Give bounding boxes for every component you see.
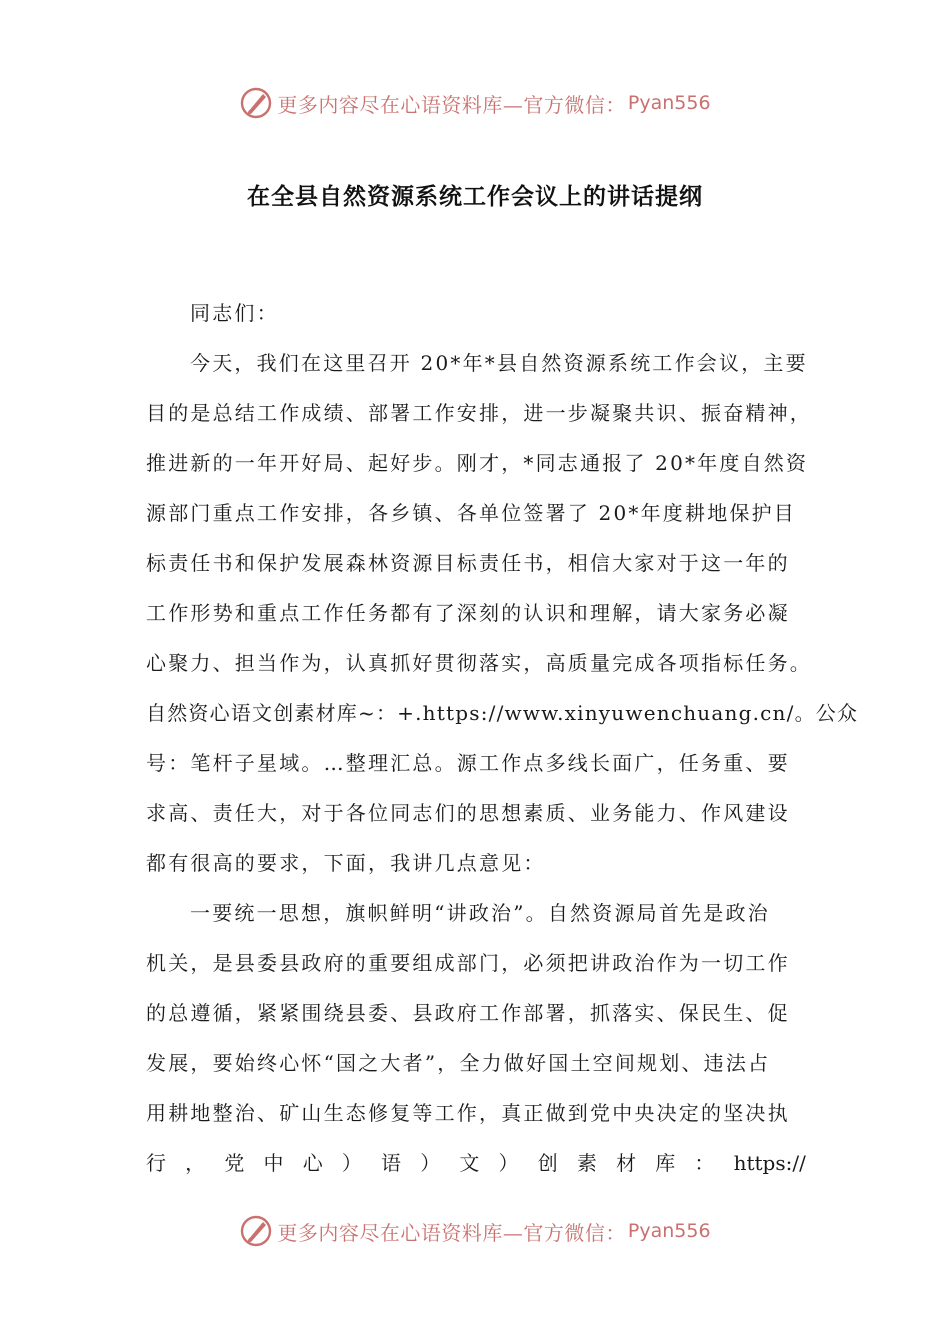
footer-watermark-banner (0, 1211, 950, 1251)
paragraph-line: 心聚力、担当作为，认真抓好贯彻落实，高质量完成各项指标任务。 (146, 651, 812, 675)
header-watermark-banner (0, 83, 950, 123)
paragraph-last-line (146, 1148, 806, 1178)
paragraph-line: 推进新的一年开好局、起好步。刚才，*同志通报了 20*年度自然资 (146, 451, 809, 475)
paragraph-line: 发展，要始终心怀“国之大者”，全力做好国土空间规划、违法占 (146, 1051, 771, 1075)
paragraph-line: 用耕地整治、矿山生态修复等工作，真正做到党中央决定的坚决执 (146, 1101, 790, 1125)
line-segment: ） (341, 1151, 362, 1175)
salutation: 同志们： (190, 301, 279, 325)
pen-logo-icon (239, 86, 273, 120)
line-segment: https:// (733, 1151, 806, 1175)
line-segment: 创 (537, 1151, 558, 1175)
line-segment: 心 (302, 1151, 323, 1175)
document-title: 在全县自然资源系统工作会议上的讲话提纲 (247, 184, 703, 210)
banner-wechat-id: Pyan556 (627, 1220, 711, 1242)
line-segment: 库 (655, 1151, 676, 1175)
line-segment: 党 (224, 1151, 245, 1175)
pen-logo-icon (239, 1214, 273, 1248)
banner-text: 更多内容尽在心语资料库—官方微信： (277, 92, 626, 117)
line-segment: 语 (381, 1151, 402, 1175)
line-segment: 行 (146, 1151, 166, 1175)
paragraph-line: 工作形势和重点工作任务都有了深刻的认识和理解，请大家务必凝 (146, 601, 790, 625)
paragraph-line: 标责任书和保护发展森林资源目标责任书，相信大家对于这一年的 (146, 551, 790, 575)
line-segment: 素 (576, 1151, 597, 1175)
line-segment: ） (498, 1151, 519, 1175)
paragraph-line: 自然资心语文创素材库~：+.https://www.xinyuwenchuang.cn/。公众 (146, 701, 859, 725)
paragraph-line: 今天，我们在这里召开 20*年*县自然资源系统工作会议，主要 (190, 351, 808, 375)
paragraph-line: 一要统一思想，旗帜鲜明“讲政治”。自然资源局首先是政治 (190, 901, 770, 925)
line-segment: 材 (616, 1151, 637, 1175)
paragraph-line: 源部门重点工作安排，各乡镇、各单位签署了 20*年度耕地保护目 (146, 501, 797, 525)
paragraph-line: 目的是总结工作成绩、部署工作安排，进一步凝聚共识、振奋精神， (146, 401, 812, 425)
line-segment: ： (694, 1151, 715, 1175)
paragraph-line: 机关，是县委县政府的重要组成部门，必须把讲政治作为一切工作 (146, 951, 790, 975)
banner-wechat-id: Pyan556 (627, 92, 711, 114)
paragraph-line: 都有很高的要求，下面，我讲几点意见： (146, 851, 546, 875)
paragraph-line: 求高、责任大，对于各位同志们的思想素质、业务能力、作风建设 (146, 801, 790, 825)
line-segment: ， (185, 1151, 206, 1175)
banner-text: 更多内容尽在心语资料库—官方微信： (277, 1220, 626, 1245)
paragraph-line: 号：笔杆子星域。…整理汇总。源工作点多线长面广，任务重、要 (146, 751, 790, 775)
paragraph-line: 的总遵循，紧紧围绕县委、县政府工作部署，抓落实、保民生、促 (146, 1001, 790, 1025)
line-segment: 文 (459, 1151, 480, 1175)
line-segment: 中 (263, 1151, 284, 1175)
line-segment: ） (420, 1151, 441, 1175)
